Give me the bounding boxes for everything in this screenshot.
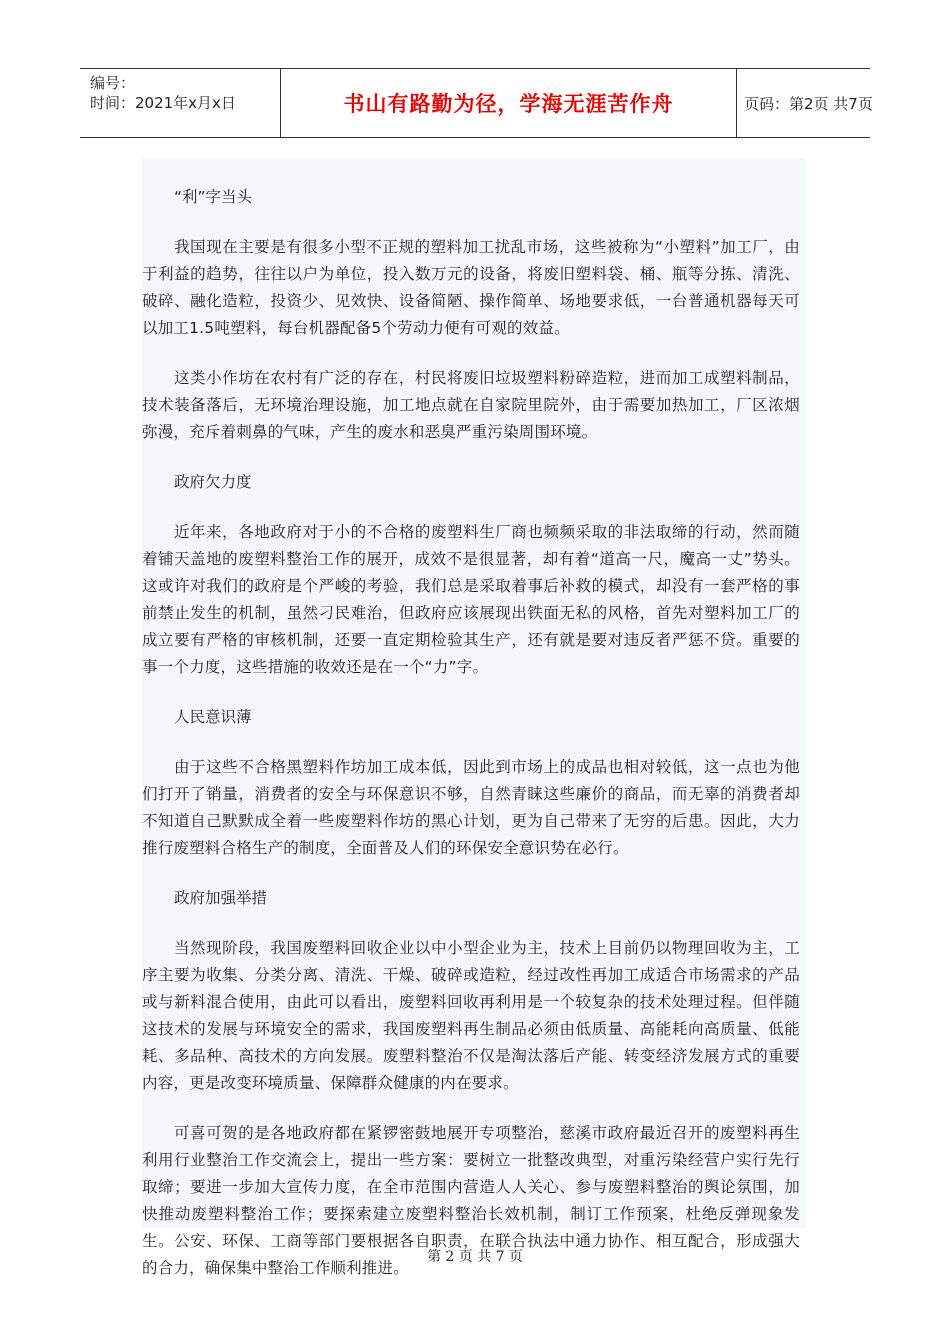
section-heading: 政府加强举措 [174,889,268,907]
header-page-info: 页码：第2页 共7页 [744,94,873,113]
document-code-label: 编号： [90,74,136,92]
page-footer: 第 2 页 共 7 页 [426,1249,524,1265]
paragraph: 当然现阶段，我国废塑料回收企业以中小型企业为主，技术上目前仍以物理回收为主，工序主要为收集、分类分离、清洗、干燥、破碎或造粒，经过改性再加工成适合市场需求的产品或与新料混合使用，由此可以看出，废塑料回收再利用是一个较复杂的技术处理过程。但伴随这技术的发展与环境安全的需求，我国废塑料再生制品必须由低质量、高能耗向高质量、低能耗、多品种、高技术的方向发展。废塑料整治不仅是淘汰落后产能、转变经济发展方式的重要内容，更是改变环境质量、保障群众健康的内在要求。 [142,939,800,1092]
paragraph: 我国现在主要是有很多小型不正规的塑料加工扰乱市场，这些被称为“小塑料”加工厂，由于利益的趋势，往往以户为单位，投入数万元的设备，将废旧塑料袋、桶、瓶等分拣、清洗、破碎、融化造粒，投资少、见效快、设备简陋、操作简单、场地要求低，一台普通机器每天可以加工1.5吨塑料，每台机器配备5个劳动力便有可观的效益。 [142,238,800,337]
paragraph: 由于这些不合格黑塑料作坊加工成本低，因此到市场上的成品也相对较低，这一点也为他们打开了销量，消费者的安全与环保意识不够，自然青睐这些廉价的商品，而无辜的消费者却不知道自己默默成全着一些废塑料作坊的黑心计划，更为自己带来了无穷的后患。因此，大力推行废塑料合格生产的制度，全面普及人们的环保安全意识势在必行。 [142,758,800,857]
page-header [80,68,873,138]
section-heading: 人民意识薄 [174,708,252,726]
section-heading: “利”字当头 [174,188,253,206]
section-heading: 政府欠力度 [174,473,252,491]
header-meta [80,69,280,137]
paragraph: 这类小作坊在农村有广泛的存在，村民将废旧垃圾塑料粉碎造粒，进而加工成塑料制品，技术装备落后，无环境治理设施，加工地点就在自家院里院外，由于需要加热加工，厂区浓烟弥漫，充斥着刺鼻的气味，产生的废水和恶臭严重污染周围环境。 [142,369,800,441]
paragraph: 可喜可贺的是各地政府都在紧锣密鼓地展开专项整治，慈溪市政府最近召开的废塑料再生利用行业整治工作交流会上，提出一些方案：要树立一批整改典型，对重污染经营户实行先行取缔；要进一步加大宣传力度，在全市范围内营造人人关心、参与废塑料整治的舆论氛围，加快推动废塑料整治工作；要探索建立废塑料整治长效机制，制订工作预案，杜绝反弹现象发生。公安、环保、工商等部门要根据各自职责，在联合执法中通力协作、相互配合，形成强大的合力，确保集中整治工作顺利推进。 [142,1124,800,1277]
header-motto: 书山有路勤为径，学海无涯苦作舟 [280,69,737,137]
paragraph: 近年来，各地政府对于小的不合格的废塑料生厂商也频频采取的非法取缔的行动，然而随着铺天盖地的废塑料整治工作的展开，成效不是很显著，却有着“道高一尺，魔高一丈”势头。这或许对我们的政府是个严峻的考验，我们总是采取着事后补救的模式，却没有一套严格的事前禁止发生的机制，虽然刁民难治，但政府应该展现出铁面无私的风格，首先对塑料加工厂的成立要有严格的审核机制，还要一直定期检验其生产，还有就是要对违反者严惩不贷。重要的事一个力度，这些措施的收效还是在一个“力”字。 [142,523,800,676]
document-time-label: 时间：2021年x月x日 [90,94,236,112]
